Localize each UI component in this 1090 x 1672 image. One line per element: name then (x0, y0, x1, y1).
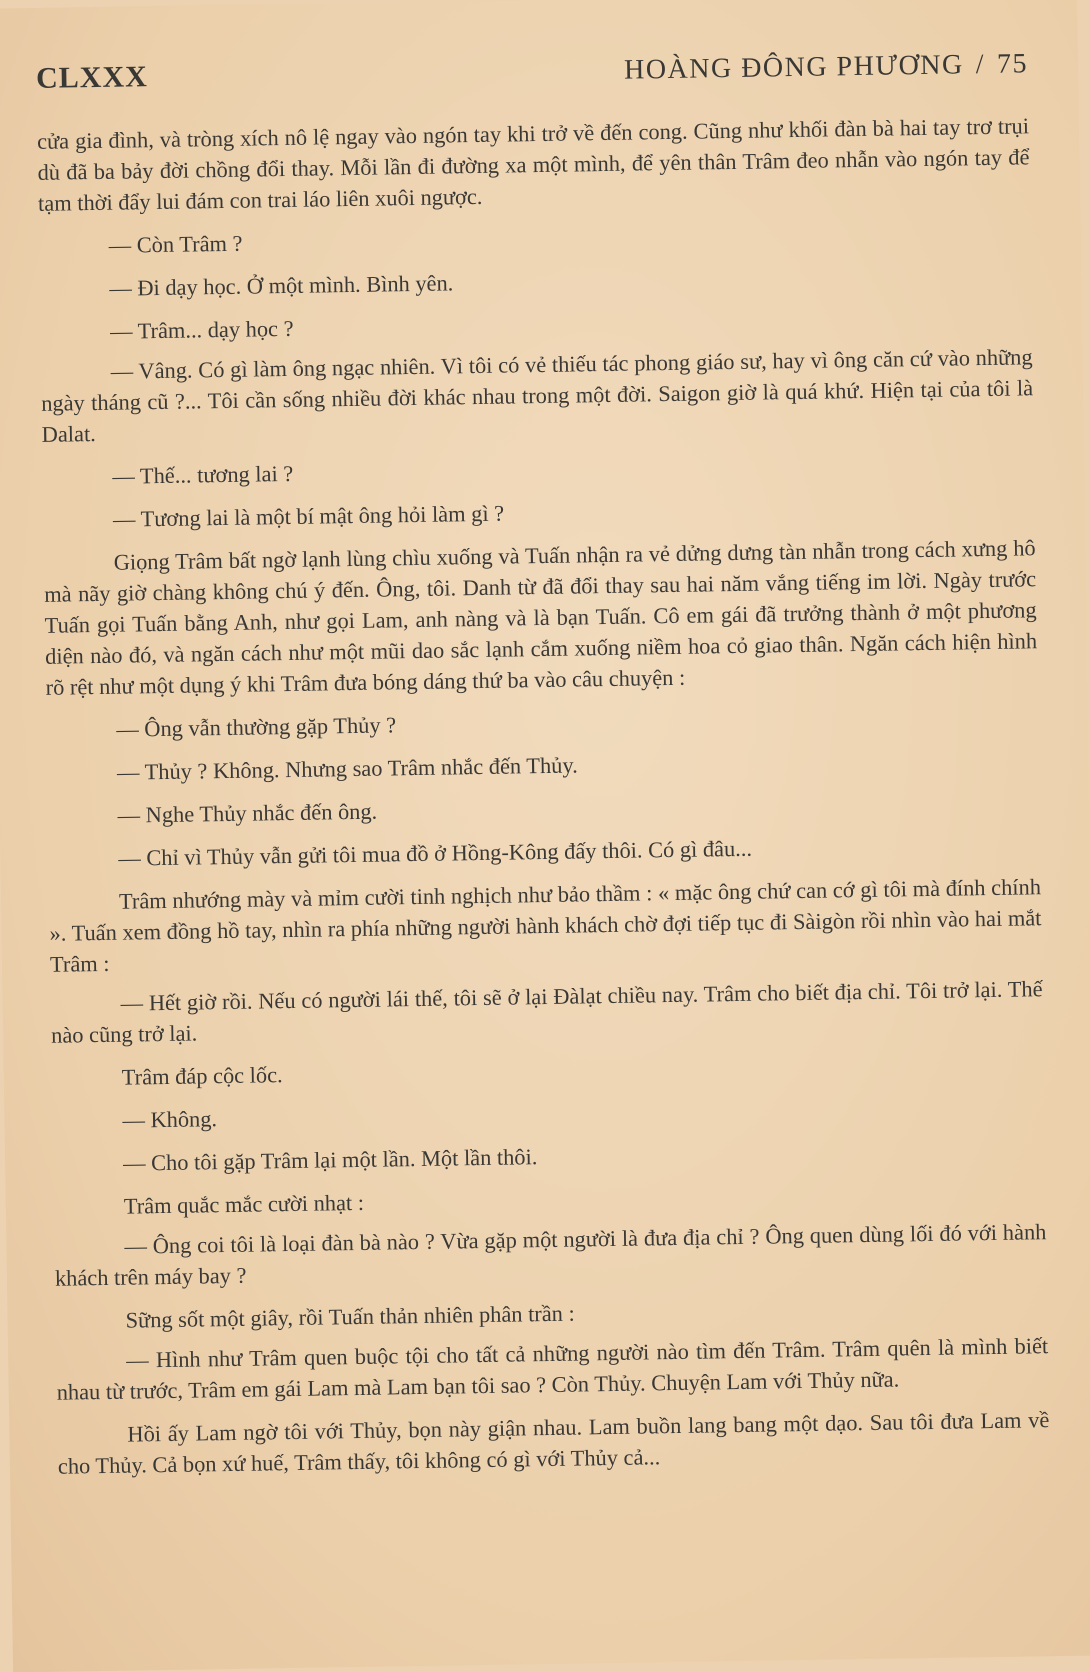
dialogue-line: — Thủy ? Không. Nhưng sao Trâm nhắc đến Thủy. (116, 752, 578, 785)
paragraph: Giọng Trâm bất ngờ lạnh lùng chìu xuống và Tuấn nhận ra vẻ dửng dưng tàn nhẫn trong cách xưng hô mà nãy giờ chàng không chú ý đến. Ông, tôi. Danh từ đã đổi thay sau hai năm vắng tiếng im lời. Ngày trước Tuấn gọi Tuấn bằng Anh, như gọi Lam, anh nàng và là bạn Tuấn. Cô em gái đã trưởng thành ở một phương diện nào đó, và ngăn cách như một mũi dao sắc lạnh cắm xuống niềm hoa cỏ giao thân. Ngăn cách hiện hình rõ rệt như một dụng ý khi Trâm đưa bóng dáng thứ ba vào câu chuyện : (44, 535, 1038, 700)
paragraph: Sững sốt một giây, rồi Tuấn thản nhiên phân trần : (125, 1300, 575, 1333)
dialogue-line: — Cho tôi gặp Trâm lại một lần. Một lần thôi. (122, 1144, 538, 1176)
dialogue-line: — Ông vẫn thường gặp Thủy ? (116, 712, 397, 742)
dialogue-line: — Đi dạy học. Ở một mình. Bình yên. (109, 270, 454, 301)
body-text (37, 110, 1050, 1481)
page-number: 75 (996, 48, 1029, 80)
dialogue-line: — Hình như Trâm quen buộc tội cho tất cả những người nào tìm đến Trâm. Trâm quên là mình biết nhau từ trước, Trâm em gái Lam mà Lam bạn tôi sao ? Còn Thủy. Chuyện Lam với Thủy nữa. (56, 1333, 1049, 1405)
running-header (624, 48, 1028, 86)
dialogue-line: — Còn Trâm ? (108, 230, 243, 258)
header-separator: / (975, 48, 986, 81)
dialogue-line: — Thế... tương lai ? (112, 460, 294, 489)
dialogue-line: — Hết giờ rồi. Nếu có người lái thế, tôi sẽ ở lại Đàlạt chiều nay. Trâm cho biết địa chỉ. Tôi trở lại. Thế nào cũng trở lại. (50, 976, 1043, 1048)
series-number: CLXXX (35, 60, 149, 95)
author-name: HOÀNG ĐÔNG PHƯƠNG (623, 49, 964, 86)
dialogue-line: — Không. (122, 1106, 218, 1133)
paragraph: Trâm nhướng mày và mỉm cười tinh nghịch như bảo thầm : « mặc ông chứ can cớ gì tôi mà đính chính ». Tuấn xem đồng hồ tay, nhìn ra phía những người hành khách chờ đợi tiếp tục đi Sàigòn rồi nhìn vào hai mắt Trâm : (49, 874, 1042, 977)
dialogue-line: — Trâm... dạy học ? (109, 315, 294, 344)
dialogue-line: — Chỉ vì Thủy vẫn gửi tôi mua đồ ở Hồng-Kông đấy thôi. Có gì đâu... (118, 835, 753, 871)
dialogue-line: — Ông coi tôi là loại đàn bà nào ? Vừa gặp một người là đưa địa chỉ ? Ông quen dùng lối đó với hành khách trên máy bay ? (54, 1219, 1047, 1291)
dialogue-line: — Nghe Thủy nhắc đến ông. (117, 798, 378, 828)
page-header (36, 36, 1029, 118)
dialogue-line: — Vâng. Có gì làm ông ngạc nhiên. Vì tôi có vẻ thiếu tác phong giáo sư, hay vì ông căn cứ vào những ngày tháng cũ ?... Tôi cần sống nhiều đời khác nhau trong một đời. Saigon giờ là quá khứ. Hiện tại của tôi là Dalat. (41, 344, 1034, 447)
paragraph: Trâm đáp cộc lốc. (121, 1062, 283, 1090)
paragraph: Trâm quắc mắc cười nhạt : (123, 1189, 365, 1219)
paragraph: Hồi ấy Lam ngờ tôi với Thủy, bọn này giận nhau. Lam buồn lang bang một dạo. Sau tôi đưa Lam về cho Thủy. Cả bọn xứ huế, Trâm thấy, tôi không có gì với Thủy cả... (57, 1407, 1050, 1479)
paragraph: cửa gia đình, và tròng xích nô lệ ngay vào ngón tay khi trở về đến cong. Cũng như khối đàn bà hai tay trơ trụi dù đã ba bảy đời chồng đổi thay. Mỗi lần đi đường xa một mình, để yên thân Trâm đeo nhẫn vào ngón tay để tạm thời đẩy lui đám con trai láo liên xuôi ngược. (36, 113, 1030, 216)
dialogue-line: — Tương lai là một bí mật ông hỏi làm gì ? (112, 500, 505, 532)
